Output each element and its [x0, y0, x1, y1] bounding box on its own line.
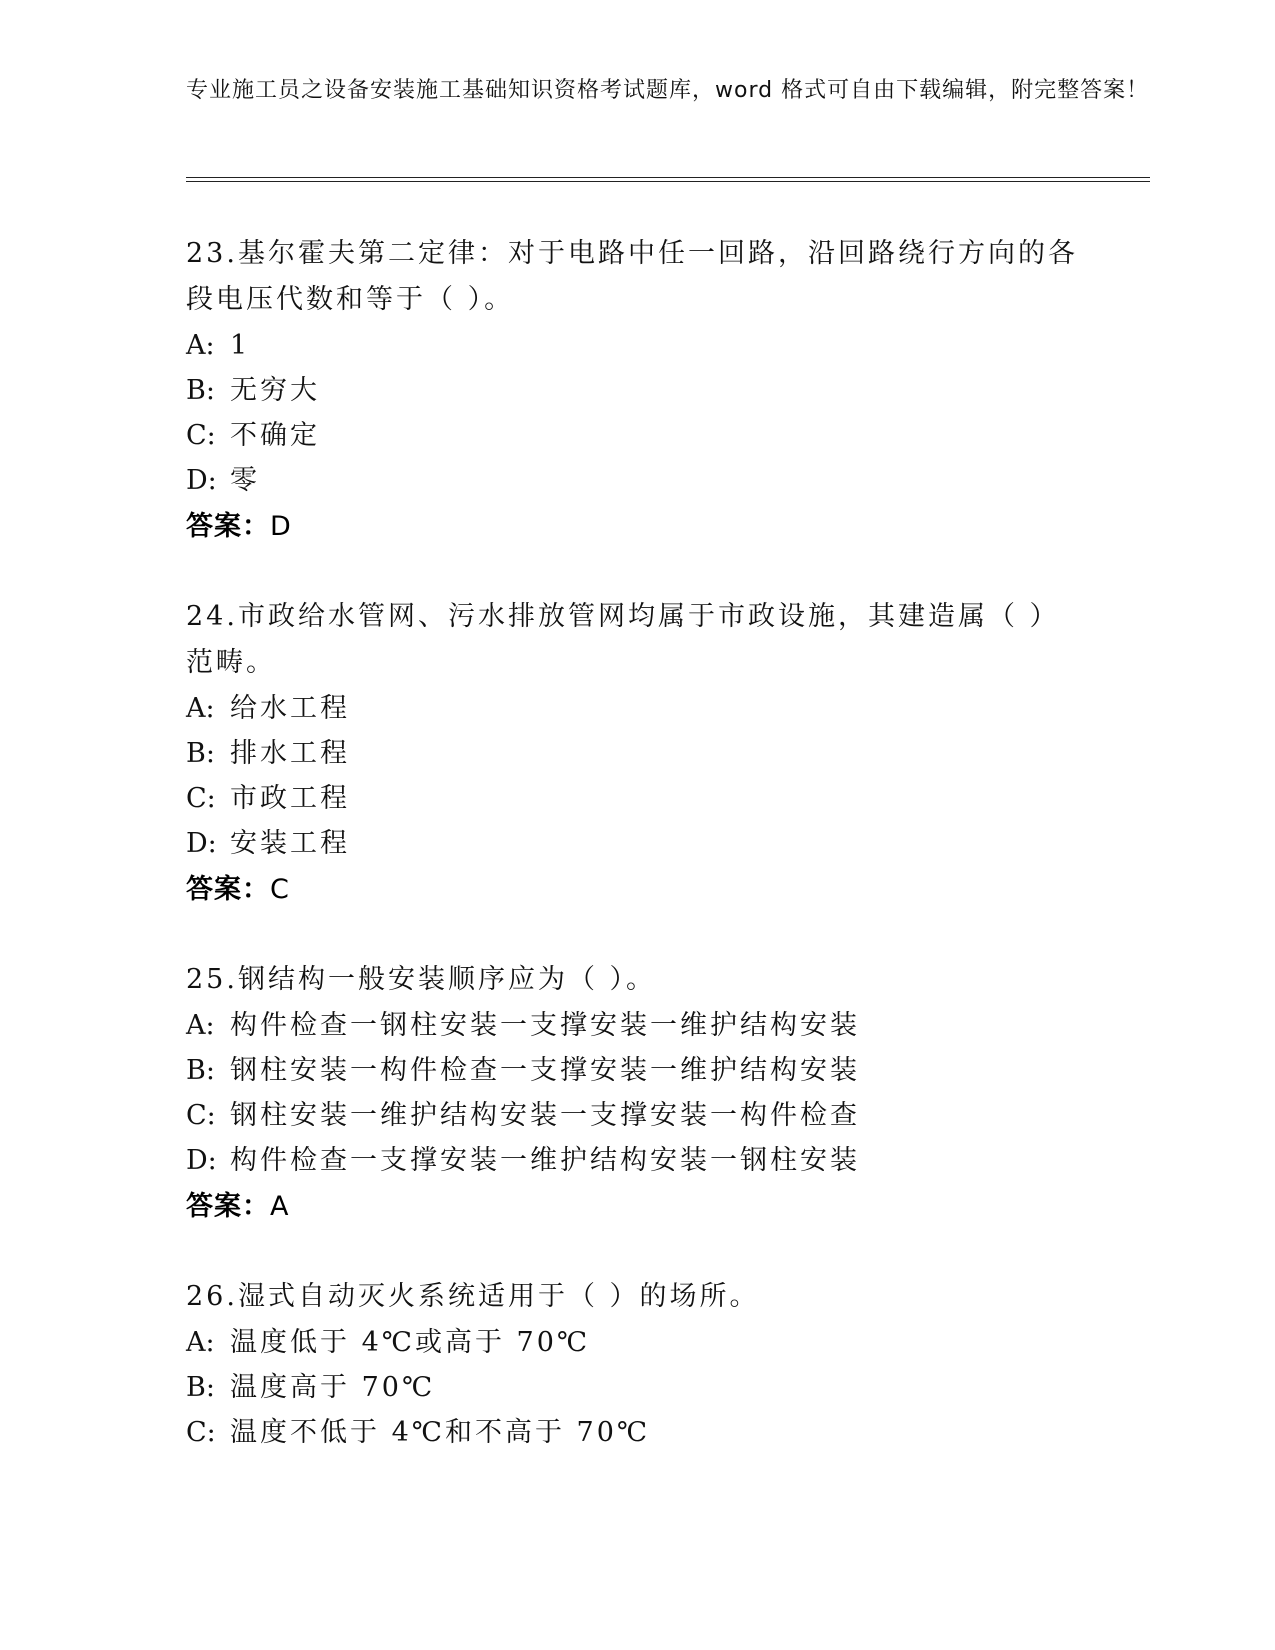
- answer-label: 答案：: [186, 874, 270, 905]
- option-text: 温度高于 70℃: [230, 1372, 436, 1403]
- answer-label: 答案：: [186, 1191, 270, 1222]
- option-text: 温度低于 4℃或高于 70℃: [230, 1327, 591, 1358]
- option-b: [186, 1365, 1086, 1410]
- answer-line: [186, 503, 1086, 550]
- option-text: 排水工程: [230, 738, 350, 769]
- answer-label: 答案：: [186, 511, 270, 542]
- question-list: [186, 231, 1086, 1499]
- question-stem: 24.市政给水管网、污水排放管网均属于市政设施，其建造属（ ）范畴。: [186, 601, 1060, 678]
- option-b: [186, 368, 1086, 413]
- option-key: B:: [186, 1055, 215, 1086]
- header-divider-top: [186, 177, 1150, 178]
- option-text: 安装工程: [230, 828, 350, 859]
- option-a: [186, 686, 1086, 731]
- option-c: [186, 413, 1086, 458]
- option-key: D:: [186, 1145, 217, 1176]
- question-26: [186, 1274, 1086, 1455]
- header-divider-bottom: [186, 181, 1150, 182]
- option-a: [186, 323, 1086, 368]
- option-c: [186, 776, 1086, 821]
- option-text: 无穷大: [230, 375, 320, 406]
- option-b: [186, 731, 1086, 776]
- option-b: [186, 1048, 1086, 1093]
- option-d: [186, 458, 1086, 503]
- option-text: 构件检查一支撑安装一维护结构安装一钢柱安装: [230, 1145, 860, 1176]
- option-key: A:: [186, 330, 215, 361]
- question-24: [186, 594, 1086, 913]
- option-c: [186, 1410, 1086, 1455]
- option-text: 市政工程: [230, 783, 350, 814]
- option-a: [186, 1003, 1086, 1048]
- option-d: [186, 821, 1086, 866]
- option-key: A:: [186, 1327, 215, 1358]
- option-text: 给水工程: [230, 693, 350, 724]
- option-key: C:: [186, 1417, 216, 1448]
- option-text: 钢柱安装一构件检查一支撑安装一维护结构安装: [230, 1055, 860, 1086]
- question-stem: 23.基尔霍夫第二定律：对于电路中任一回路，沿回路绕行方向的各段电压代数和等于（ ）。: [186, 238, 1078, 315]
- question-stem: 25.钢结构一般安装顺序应为（ ）。: [186, 964, 657, 995]
- option-key: A:: [186, 693, 215, 724]
- question-23: [186, 231, 1086, 550]
- option-text: 构件检查一钢柱安装一支撑安装一维护结构安装: [230, 1010, 860, 1041]
- option-key: D:: [186, 465, 217, 496]
- answer-value: A: [270, 1191, 290, 1222]
- option-text: 不确定: [230, 420, 320, 451]
- option-text: 1: [230, 330, 251, 361]
- answer-value: D: [270, 511, 292, 542]
- document-header: 专业施工员之设备安装施工基础知识资格考试题库，word 格式可自由下载编辑，附完整答案！: [186, 78, 1150, 103]
- option-key: A:: [186, 1010, 215, 1041]
- question-stem: 26.湿式自动灭火系统适用于（ ）的场所。: [186, 1281, 760, 1312]
- option-key: C:: [186, 420, 216, 451]
- option-key: C:: [186, 1100, 216, 1131]
- option-c: [186, 1093, 1086, 1138]
- option-key: B:: [186, 375, 215, 406]
- option-key: D:: [186, 828, 217, 859]
- answer-line: [186, 1183, 1086, 1230]
- answer-value: C: [270, 874, 290, 905]
- option-text: 零: [230, 465, 260, 496]
- answer-line: [186, 866, 1086, 913]
- option-key: B:: [186, 738, 215, 769]
- option-text: 钢柱安装一维护结构安装一支撑安装一构件检查: [230, 1100, 860, 1131]
- option-key: B:: [186, 1372, 215, 1403]
- option-key: C:: [186, 783, 216, 814]
- question-25: [186, 957, 1086, 1230]
- option-a: [186, 1320, 1086, 1365]
- option-d: [186, 1138, 1086, 1183]
- option-text: 温度不低于 4℃和不高于 70℃: [230, 1417, 651, 1448]
